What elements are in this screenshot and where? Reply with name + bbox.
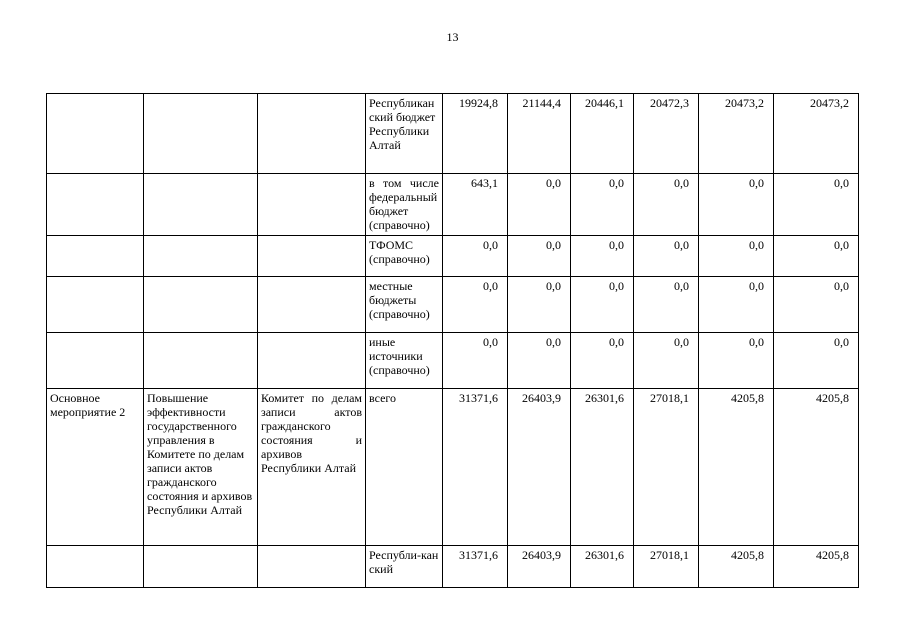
value-cell: 0,0 [634, 174, 699, 236]
executor-cell [258, 333, 366, 389]
funding-source-cell: всего [366, 389, 443, 546]
table-row [47, 174, 859, 236]
activity-cell [47, 236, 144, 277]
activity-cell [47, 333, 144, 389]
activity-cell [47, 94, 144, 174]
executor-cell [258, 174, 366, 236]
value-cell: 0,0 [699, 333, 774, 389]
value-cell: 0,0 [508, 277, 571, 333]
executor-cell: Комитет по делам записи актов гражданского состояния и архивов Республики Алтай [258, 389, 366, 546]
value-cell: 4205,8 [774, 546, 859, 588]
description-cell [144, 174, 258, 236]
value-cell: 26301,6 [571, 389, 634, 546]
budget-table [46, 93, 859, 588]
value-cell: 0,0 [699, 236, 774, 277]
value-cell: 0,0 [443, 277, 508, 333]
value-cell: 26301,6 [571, 546, 634, 588]
value-cell: 20473,2 [774, 94, 859, 174]
value-cell: 26403,9 [508, 546, 571, 588]
funding-source-cell: Республи-канский [366, 546, 443, 588]
value-cell: 0,0 [508, 333, 571, 389]
value-cell: 31371,6 [443, 546, 508, 588]
description-cell: Повышение эффективности государственного управления в Комитете по делам записи актов гражданского состояния и архивов Республики Алтай [144, 389, 258, 546]
value-cell: 27018,1 [634, 389, 699, 546]
activity-cell [47, 174, 144, 236]
value-cell: 26403,9 [508, 389, 571, 546]
table-row [47, 389, 859, 546]
executor-cell [258, 546, 366, 588]
funding-source-cell: в том числе федеральный бюджет (справочно) [366, 174, 443, 236]
value-cell: 4205,8 [699, 389, 774, 546]
value-cell: 20473,2 [699, 94, 774, 174]
value-cell: 27018,1 [634, 546, 699, 588]
funding-source-cell: ТФОМС (справочно) [366, 236, 443, 277]
value-cell: 0,0 [699, 277, 774, 333]
description-cell [144, 236, 258, 277]
description-cell [144, 277, 258, 333]
value-cell: 0,0 [634, 333, 699, 389]
funding-source-cell: Республиканский бюджет Республики Алтай [366, 94, 443, 174]
value-cell: 0,0 [774, 236, 859, 277]
value-cell: 31371,6 [443, 389, 508, 546]
value-cell: 0,0 [634, 236, 699, 277]
value-cell: 0,0 [571, 333, 634, 389]
table-row [47, 546, 859, 588]
value-cell: 0,0 [634, 277, 699, 333]
activity-cell [47, 277, 144, 333]
description-cell [144, 333, 258, 389]
executor-cell [258, 236, 366, 277]
value-cell: 0,0 [774, 174, 859, 236]
funding-source-cell: иные источники (справочно) [366, 333, 443, 389]
description-cell [144, 546, 258, 588]
value-cell: 0,0 [774, 333, 859, 389]
value-cell: 0,0 [443, 333, 508, 389]
value-cell: 20472,3 [634, 94, 699, 174]
table-row [47, 94, 859, 174]
value-cell: 4205,8 [699, 546, 774, 588]
page-number: 13 [446, 30, 459, 44]
description-cell [144, 94, 258, 174]
value-cell: 19924,8 [443, 94, 508, 174]
value-cell: 0,0 [571, 277, 634, 333]
value-cell: 0,0 [774, 277, 859, 333]
value-cell: 0,0 [571, 174, 634, 236]
value-cell: 20446,1 [571, 94, 634, 174]
value-cell: 0,0 [571, 236, 634, 277]
value-cell: 4205,8 [774, 389, 859, 546]
value-cell: 0,0 [443, 236, 508, 277]
table-row [47, 333, 859, 389]
table-row [47, 277, 859, 333]
value-cell: 643,1 [443, 174, 508, 236]
value-cell: 0,0 [508, 174, 571, 236]
executor-cell [258, 277, 366, 333]
activity-cell [47, 546, 144, 588]
table-row [47, 236, 859, 277]
value-cell: 0,0 [508, 236, 571, 277]
executor-cell [258, 94, 366, 174]
value-cell: 21144,4 [508, 94, 571, 174]
funding-source-cell: местные бюджеты (справочно) [366, 277, 443, 333]
value-cell: 0,0 [699, 174, 774, 236]
activity-cell: Основное мероприятие 2 [47, 389, 144, 546]
